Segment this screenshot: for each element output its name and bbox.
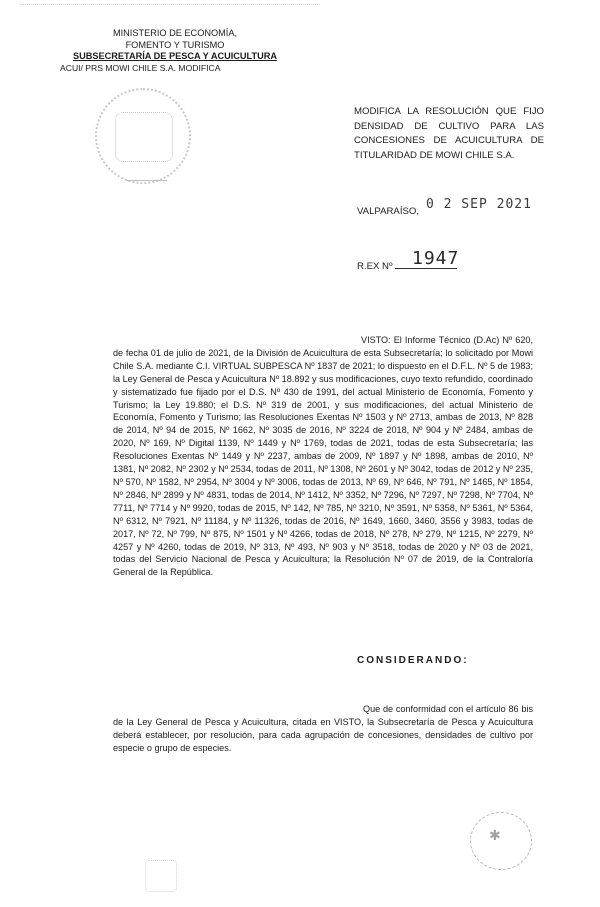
footer-mark bbox=[145, 860, 177, 892]
considerando-title: CONSIDERANDO: bbox=[357, 655, 469, 666]
considerando-section bbox=[113, 703, 533, 755]
seal-mark: ✱ bbox=[489, 827, 501, 843]
considerando-paragraph: Que de conformidad con el artículo 86 bis de la Ley General de Pesca y Acuicultura, citada en VISTO, la Subsecretaría de Pesca y Acuicultura deberá establecer, por resolución, para cada agrupación de concesiones, densidades de cultivo por especie o grupo de especies. bbox=[113, 704, 533, 753]
page-seal-stamp bbox=[470, 812, 532, 870]
letterhead bbox=[60, 28, 290, 74]
ministry-line-1: MINISTERIO DE ECONOMÍA, bbox=[112, 28, 238, 38]
official-seal-stamp bbox=[95, 88, 191, 184]
date-stamp: 0 2 SEP 2021 bbox=[426, 197, 532, 212]
subsecretaria-line: SUBSECRETARÍA DE PESCA Y ACUICULTURA bbox=[72, 51, 277, 61]
resolution-number: 1947 bbox=[412, 248, 460, 269]
scan-noise bbox=[20, 4, 320, 13]
ministry-line-2: FOMENTO Y TURISMO bbox=[125, 39, 225, 50]
resolution-subject: MODIFICA LA RESOLUCIÓN QUE FIJO DENSIDAD DE CULTIVO PARA LAS CONCESIONES DE ACUICULTURA DE TITULARIDAD DE MOWI CHILE S.A. bbox=[354, 106, 544, 161]
reference-line: ACUI/ PRS MOWI CHILE S.A. MODIFICA bbox=[60, 62, 221, 73]
place-label: VALPARAÍSO, bbox=[357, 206, 420, 217]
rex-label: R.EX Nº bbox=[357, 261, 393, 272]
seal-inner-mark bbox=[115, 112, 173, 162]
seal-signature bbox=[127, 172, 167, 181]
visto-section bbox=[113, 334, 533, 579]
visto-paragraph: VISTO: El Informe Técnico (D.Ac) Nº 620, de fecha 01 de julio de 2021, de la División de Acuicultura de esta Subsecretaría; lo solicitado por Mowi Chile S.A. mediante C.I. VIRTUAL SUBPESCA Nº 1837 de 2021; lo dispuesto en el D.F.L. Nº 5 de 1983; la Ley General de Pesca y Acuicultura Nº 18.892 y sus modificaciones, cuyo texto refundido, coordinado y sistematizado fue fijado por el D.S. Nº 430 de 1991, del actual Ministerio de Economía, Fomento y Turismo; la Ley 19.880; el D.S. Nº 319 de 2001, y sus modificaciones, del actual Ministerio de Economía, Fomento y Turismo; las Resoluciones Exentas Nº 1503 y Nº 2713, ambas de 2013, Nº 828 de 2014, Nº 94 de 2015, Nº 1662, Nº 3035 de 2016, Nº 3224 de 2018, Nº 904 y Nº 2484, ambas de 2020, Nº 169, Nº Digital 1139, Nº 1449 y Nº 1769, todas de 2021, todas de esta Subsecretaría; las Resoluciones Exentas Nº 1449 y Nº 2237, ambas de 2009, Nº 1897 y Nº 1898, ambas de 2010, Nº 1381, Nº 2082, Nº 2302 y Nº 2534, todas de 2011, Nº 1308, Nº 2601 y Nº 3042, todas de 2012 y Nº 235, Nº 570, Nº 1582, Nº 2954, Nº 3004 y Nº 3006, todas de 2013, Nº 69, Nº 646, Nº 791, Nº 1465, Nº 1854, Nº 2846, Nº 2899 y Nº 4831, todas de 2014, Nº 1412, Nº 3352, Nº 7296, Nº 7297, Nº 7298, Nº 7704, Nº 7711, Nº 7714 y Nº 9920, todas de 2015, Nº 142, Nº 785, Nº 3210, Nº 3591, Nº 5358, Nº 5361, Nº 5364, Nº 6312, Nº 7921, Nº 11184, y Nº 11326, todas de 2016, Nº 1649, 1660, 3460, 3556 y 3983, todas de 2017, Nº 72, Nº 799, Nº 875, Nº 1501 y Nº 4266, todas de 2018, Nº 278, Nº 279, Nº 1215, Nº 2279, Nº 4257 y Nº 4260, todas de 2019, Nº 313, Nº 493, Nº 903 y Nº 3518, todas de 2020 y Nº 03 de 2021, todas del Servicio Nacional de Pesca y Acuicultura; la Resolución Nº 07 de 2019, de la Contraloría General de la República. bbox=[113, 335, 533, 578]
